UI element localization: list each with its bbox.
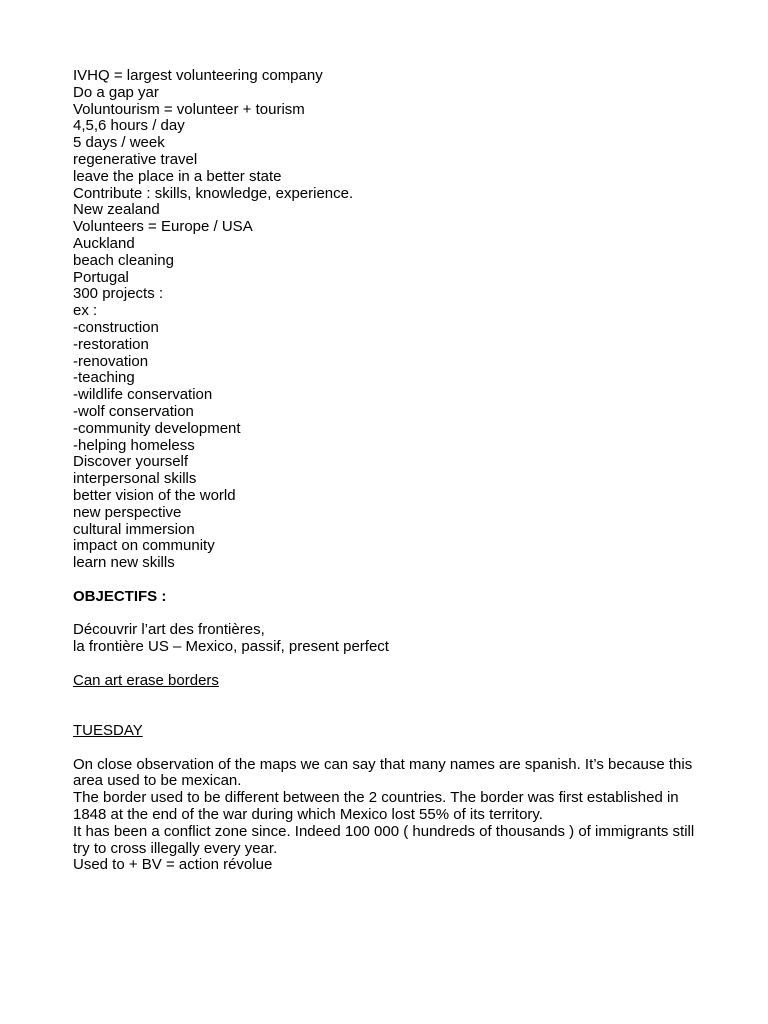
spacer bbox=[73, 689, 703, 723]
paragraph: Used to + BV = action révolue bbox=[73, 856, 273, 874]
note-line: -renovation bbox=[73, 352, 149, 370]
objectif-line: la frontière US – Mexico, passif, present perfect bbox=[73, 638, 389, 656]
note-line: Do a gap yar bbox=[73, 83, 159, 101]
note-line: -construction bbox=[73, 318, 159, 336]
objectifs-heading: OBJECTIFS : bbox=[73, 587, 167, 605]
note-line: 4,5,6 hours / day bbox=[73, 117, 185, 135]
spacer bbox=[73, 740, 703, 757]
note-line: Auckland bbox=[73, 234, 135, 252]
note-line: regenerative travel bbox=[73, 150, 198, 168]
spacer bbox=[73, 606, 703, 623]
note-line: Portugal bbox=[73, 268, 129, 286]
note-line: -wildlife conservation bbox=[73, 386, 213, 404]
spacer bbox=[73, 572, 703, 589]
paragraph: On close observation of the maps we can say that many names are spanish. It’s because this area used to be mexican. bbox=[73, 755, 693, 790]
note-line: Contribute : skills, knowledge, experience. bbox=[73, 184, 354, 202]
spacer bbox=[73, 656, 703, 673]
note-line: better vision of the world bbox=[73, 486, 236, 504]
note-line: cultural immersion bbox=[73, 520, 195, 538]
note-line: Volunteers = Europe / USA bbox=[73, 218, 253, 236]
note-line: beach cleaning bbox=[73, 251, 174, 269]
paragraph: The border used to be different between the 2 countries. The border was first established in 1848 at the end of the war during which Mexico lost 55% of its territory. bbox=[73, 789, 679, 824]
notes-list bbox=[73, 68, 703, 572]
note-line: -teaching bbox=[73, 369, 135, 387]
note-line: learn new skills bbox=[73, 554, 175, 572]
note-line: interpersonal skills bbox=[73, 470, 197, 488]
note-line: leave the place in a better state bbox=[73, 167, 282, 185]
tuesday-heading: TUESDAY bbox=[73, 722, 143, 740]
subtitle-heading: Can art erase borders bbox=[73, 671, 219, 689]
note-line: Voluntourism = volunteer + tourism bbox=[73, 100, 305, 118]
note-line: -restoration bbox=[73, 335, 149, 353]
note-line: Discover yourself bbox=[73, 453, 189, 471]
objectif-line: Découvrir l’art des frontières, bbox=[73, 621, 265, 639]
note-line: -helping homeless bbox=[73, 436, 195, 454]
document-page bbox=[73, 68, 703, 874]
paragraph: It has been a conflict zone since. Indeed 100 000 ( hundreds of thousands ) of immigrants still try to cross illegally every year. bbox=[73, 822, 695, 857]
note-line: 300 projects : bbox=[73, 285, 164, 303]
note-line: -wolf conservation bbox=[73, 402, 194, 420]
note-line: impact on community bbox=[73, 537, 215, 555]
note-line: -community development bbox=[73, 419, 241, 437]
note-line: IVHQ = largest volunteering company bbox=[73, 67, 323, 84]
note-line: new perspective bbox=[73, 503, 182, 521]
note-line: ex : bbox=[73, 302, 98, 320]
note-line: New zealand bbox=[73, 201, 160, 219]
note-line: 5 days / week bbox=[73, 134, 165, 152]
